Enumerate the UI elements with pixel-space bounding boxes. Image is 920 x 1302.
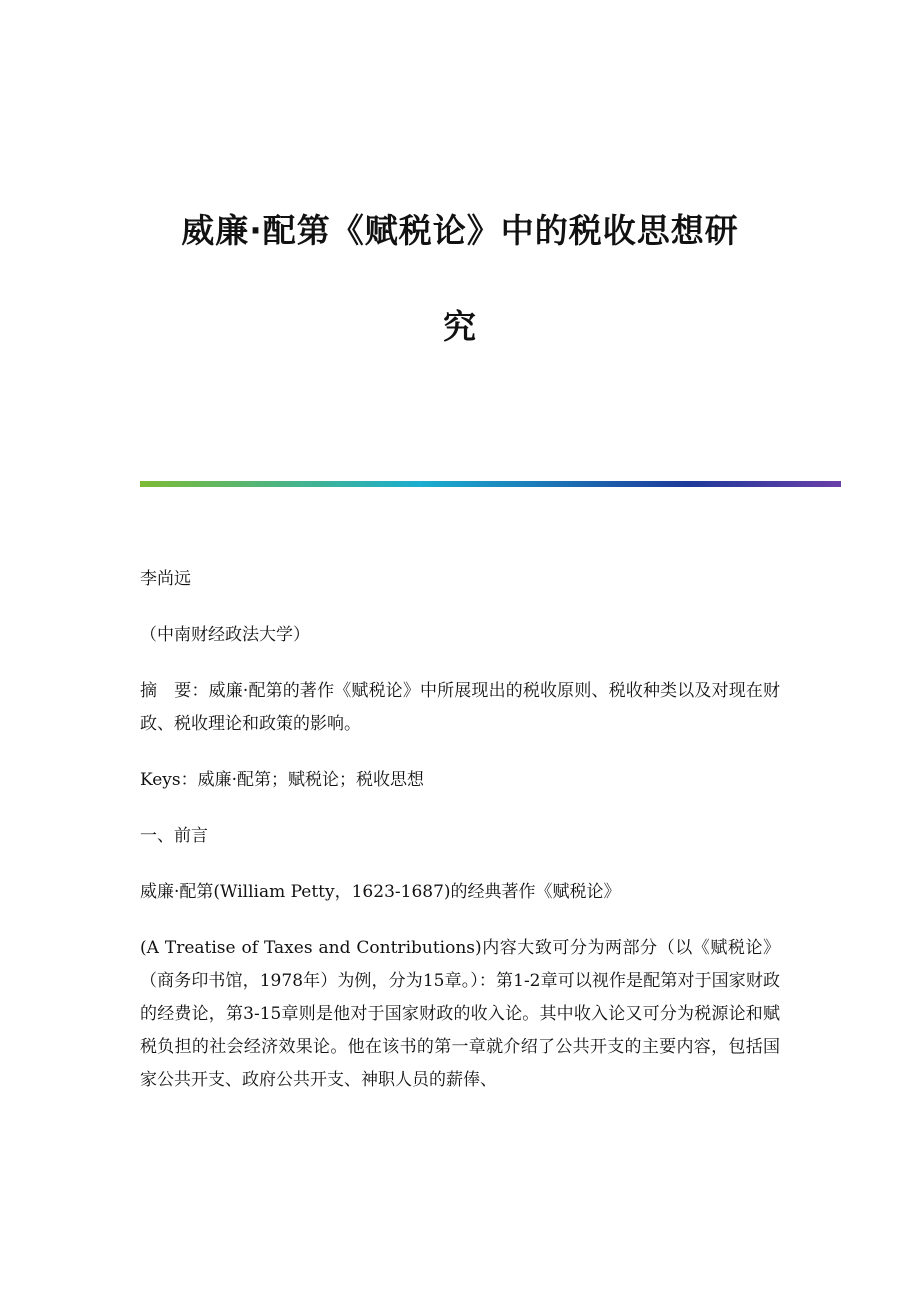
title-line-2: 究 [443, 307, 477, 346]
intro-line: 威廉·配第(William Petty，1623-1687)的经典著作《赋税论》 [140, 882, 621, 902]
author-name: 李尚远 [140, 569, 191, 589]
title-divider [140, 481, 841, 487]
title-line-1: 威廉·配第《赋税论》中的税收思想研 [181, 211, 739, 250]
document-body [140, 563, 780, 1120]
section-heading: 一、前言 [140, 826, 208, 846]
abstract: 摘 要：威廉·配第的著作《赋税论》中所展现出的税收原则、税收种类以及对现在财政、税收理论和政策的影响。 [140, 681, 780, 734]
author-affiliation: （中南财经政法大学） [140, 625, 310, 645]
document-title [100, 208, 820, 350]
keywords: Keys：威廉·配第；赋税论；税收思想 [140, 770, 425, 790]
body-paragraph: (A Treatise of Taxes and Contributions)内容大致可分为两部分（以《赋税论》（商务印书馆，1978年）为例，分为15章。）：第1-2章可以视作是配第对于国家财政的经费论，第3-15章则是他对于国家财政的收入论。其中收入论又可分为税源论和赋税负担的社会经济效果论。他在该书的第一章就介绍了公共开支的主要内容，包括国家公共开支、政府公共开支、神职人员的薪俸、 [140, 938, 780, 1090]
